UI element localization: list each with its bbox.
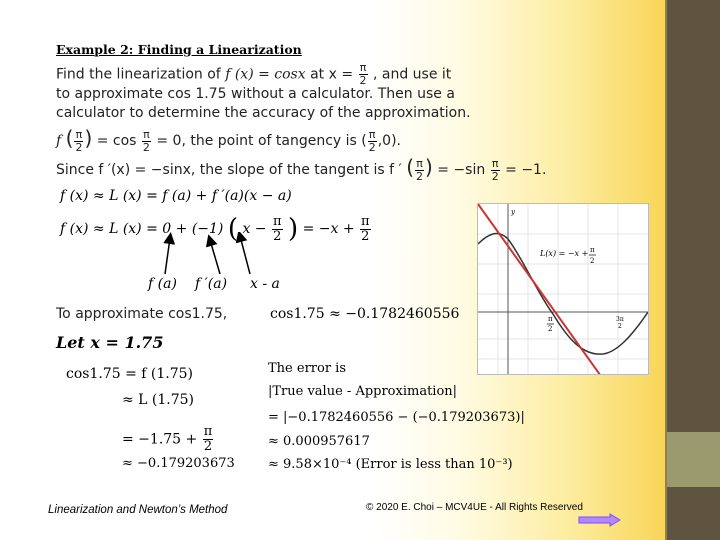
- error-line-4: ≈ 0.000957617: [268, 434, 370, 449]
- step-1: cos1.75 = f (1.75): [66, 366, 193, 382]
- side-bar-accent: [667, 432, 720, 487]
- formula-2-c: = −x +: [302, 221, 355, 237]
- function-def: f (x) = cosx: [225, 66, 306, 83]
- cos-result: cos1.75 ≈ −0.1782460556: [270, 306, 460, 322]
- tangent-line: [478, 204, 603, 374]
- next-arrow-icon[interactable]: [578, 513, 622, 527]
- x-tick-2-num: 3π: [616, 316, 624, 323]
- error-line-3: = |−0.1782460556 − (−0.179203673)|: [268, 410, 525, 425]
- arrow-fpa: [210, 240, 220, 274]
- graph-label-num: π: [590, 246, 595, 254]
- step-2: ≈ L (1.75): [122, 392, 195, 408]
- step-3: = −1.75 + $\frac{\pi}{2}$: [122, 424, 213, 454]
- problem-line-2: to approximate cos 1.75 without a calculator. Then use a: [56, 86, 455, 102]
- formula-2-a: f (x) ≈ L (x) = 0 + (−1): [60, 221, 224, 237]
- f-label: f: [56, 133, 62, 149]
- step-4: ≈ −0.179203673: [122, 456, 235, 471]
- problem-line-1: [56, 62, 451, 87]
- x-tick-2-den: 2: [618, 323, 622, 330]
- label-xa: x - a: [250, 276, 280, 292]
- slope-line: Since f ′(x) = −sinx, the slope of the tangent is f ′ ( $\frac{\pi}{2}$ ) = −sin $\frac{\pi}{2}$ = −1.: [56, 155, 547, 183]
- error-line-1: The error is: [268, 361, 346, 376]
- arrow-fa: [165, 238, 170, 274]
- footer-right: © 2020 E. Choi – MCV4UE - All Rights Reserved: [366, 502, 583, 513]
- slide-title: Example 2: Finding a Linearization: [56, 42, 302, 57]
- pi-over-2: $\frac{\pi}{2}$: [359, 61, 367, 87]
- let-line: Let x = 1.75: [56, 333, 164, 352]
- footer-left: Linearization and Newton’s Method: [48, 504, 228, 516]
- formula-2-b: x −: [242, 221, 267, 237]
- label-fpa: f ′(a): [195, 276, 228, 292]
- arrow-xa: [240, 236, 250, 274]
- problem-text: Find the linearization of: [56, 66, 221, 83]
- x-tick-1-den: 2: [548, 325, 553, 333]
- slope-text-2: = −sin: [437, 162, 486, 178]
- slope-text-1: Since f ′(x) = −sinx, the slope of the tangent is f ′: [56, 162, 402, 178]
- tangency-line: f ( $\frac{\pi}{2}$ ) = cos $\frac{\pi}{2}$ = 0, the point of tangency is ( $\frac{\pi}{2}$ ,0).: [56, 126, 402, 154]
- cos-eq: = cos: [96, 133, 137, 149]
- formula-1: f (x) ≈ L (x) = f (a) + f ′(a)(x − a): [60, 188, 292, 204]
- graph-label-den: 2: [590, 257, 595, 265]
- problem-text-b: , and use it: [372, 66, 452, 83]
- problem-line-3: calculator to determine the accuracy of the approximation.: [56, 105, 471, 121]
- tangency-text: = 0, the point of tangency is (: [156, 133, 367, 149]
- arrow-group: [140, 232, 280, 277]
- formula-2: f (x) ≈ L (x) = 0 + (−1) ( x − $\frac{\pi}{2}$ ) = −x + $\frac{\pi}{2}$: [60, 213, 370, 244]
- graph-tangent-label: L(x) = −x +: [540, 249, 589, 258]
- graph-y-label: y: [511, 208, 515, 216]
- approx-label: To approximate cos1.75,: [56, 306, 228, 322]
- slope-text-3: = −1.: [505, 162, 547, 178]
- graph-svg: [478, 204, 648, 374]
- tangency-end: ,0).: [377, 133, 402, 149]
- error-line-5: ≈ 9.58×10⁻⁴ (Error is less than 10⁻³): [268, 457, 513, 472]
- at-text: at x =: [310, 66, 354, 83]
- error-line-2: |True value - Approximation|: [268, 384, 458, 399]
- graph-panel: [477, 203, 649, 375]
- label-fa: f (a): [148, 276, 177, 292]
- step-3-text: = −1.75 +: [122, 431, 198, 448]
- x-tick-1-num: π: [548, 315, 553, 323]
